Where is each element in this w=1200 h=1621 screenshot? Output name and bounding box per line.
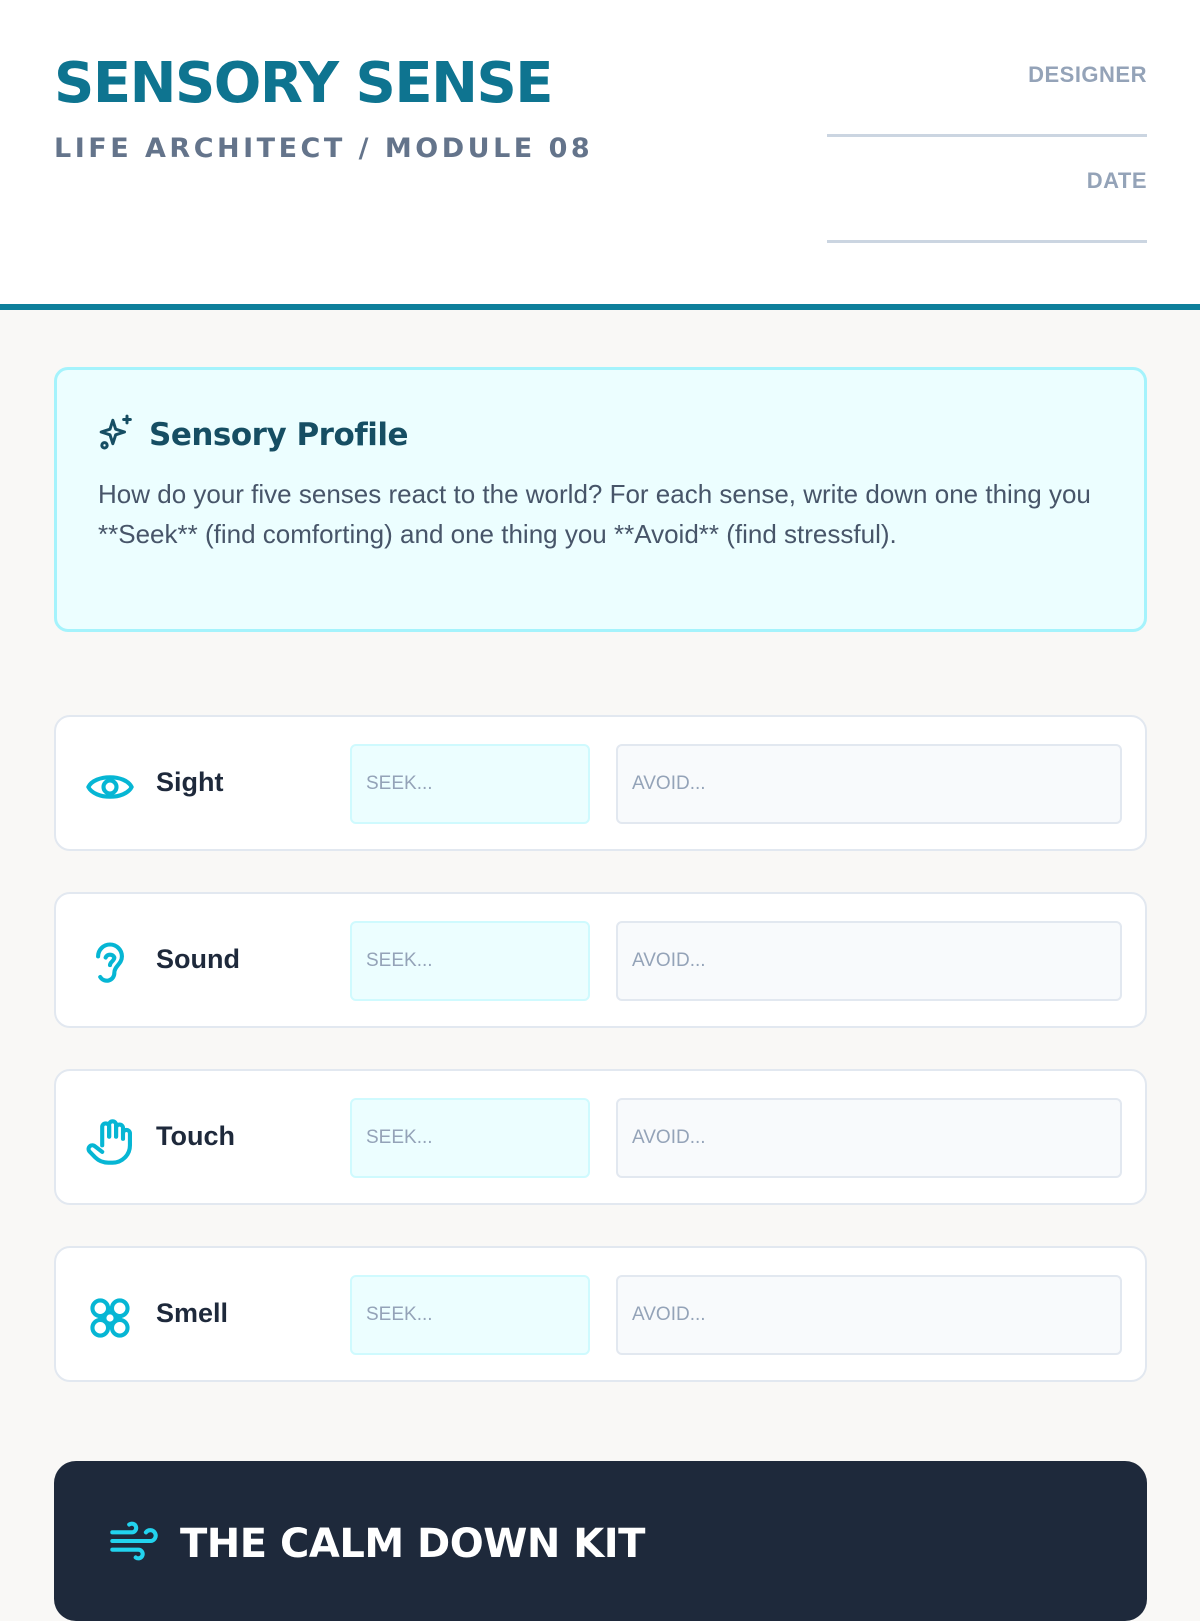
page-subtitle: LIFE ARCHITECT / MODULE 08 [54,133,594,164]
hand-icon [84,1115,136,1167]
avoid-input-smell[interactable]: AVOID... [616,1275,1122,1355]
sense-label-smell: Smell [156,1298,229,1328]
wind-icon [108,1515,160,1572]
date-label: DATE [1086,168,1147,193]
calm-down-kit-section [54,1461,1147,1621]
sense-row-touch [54,1069,1147,1205]
eye-icon [84,761,136,813]
seek-input-smell[interactable]: SEEK... [350,1275,590,1355]
sensory-profile-intro [54,367,1147,632]
sense-label-sight: Sight [156,767,224,797]
sense-row-sight [54,715,1147,851]
sense-label-sound: Sound [156,944,240,974]
designer-label: DESIGNER [1028,62,1147,87]
flower-icon [84,1292,136,1344]
intro-text: How do your five senses react to the world? For each sense, write down one thing you **Seek** (find comforting) and one thing you **Avoid** (find stressful). [98,479,1091,549]
intro-title: Sensory Profile [149,416,409,453]
ear-icon [84,938,136,990]
sense-row-smell [54,1246,1147,1382]
seek-input-touch[interactable]: SEEK... [350,1098,590,1178]
designer-field[interactable] [827,62,1147,137]
calm-down-kit-title: THE CALM DOWN KIT [180,1520,645,1567]
seek-input-sight[interactable]: SEEK... [350,744,590,824]
page-title: SENSORY SENSE [54,51,553,116]
avoid-input-sight[interactable]: AVOID... [616,744,1122,824]
seek-input-sound[interactable]: SEEK... [350,921,590,1001]
date-field[interactable] [827,168,1147,243]
avoid-input-touch[interactable]: AVOID... [616,1098,1122,1178]
sense-row-sound [54,892,1147,1028]
avoid-input-sound[interactable]: AVOID... [616,921,1122,1001]
header [0,0,1200,310]
sparkles-icon [97,412,137,457]
sense-label-touch: Touch [156,1121,235,1151]
